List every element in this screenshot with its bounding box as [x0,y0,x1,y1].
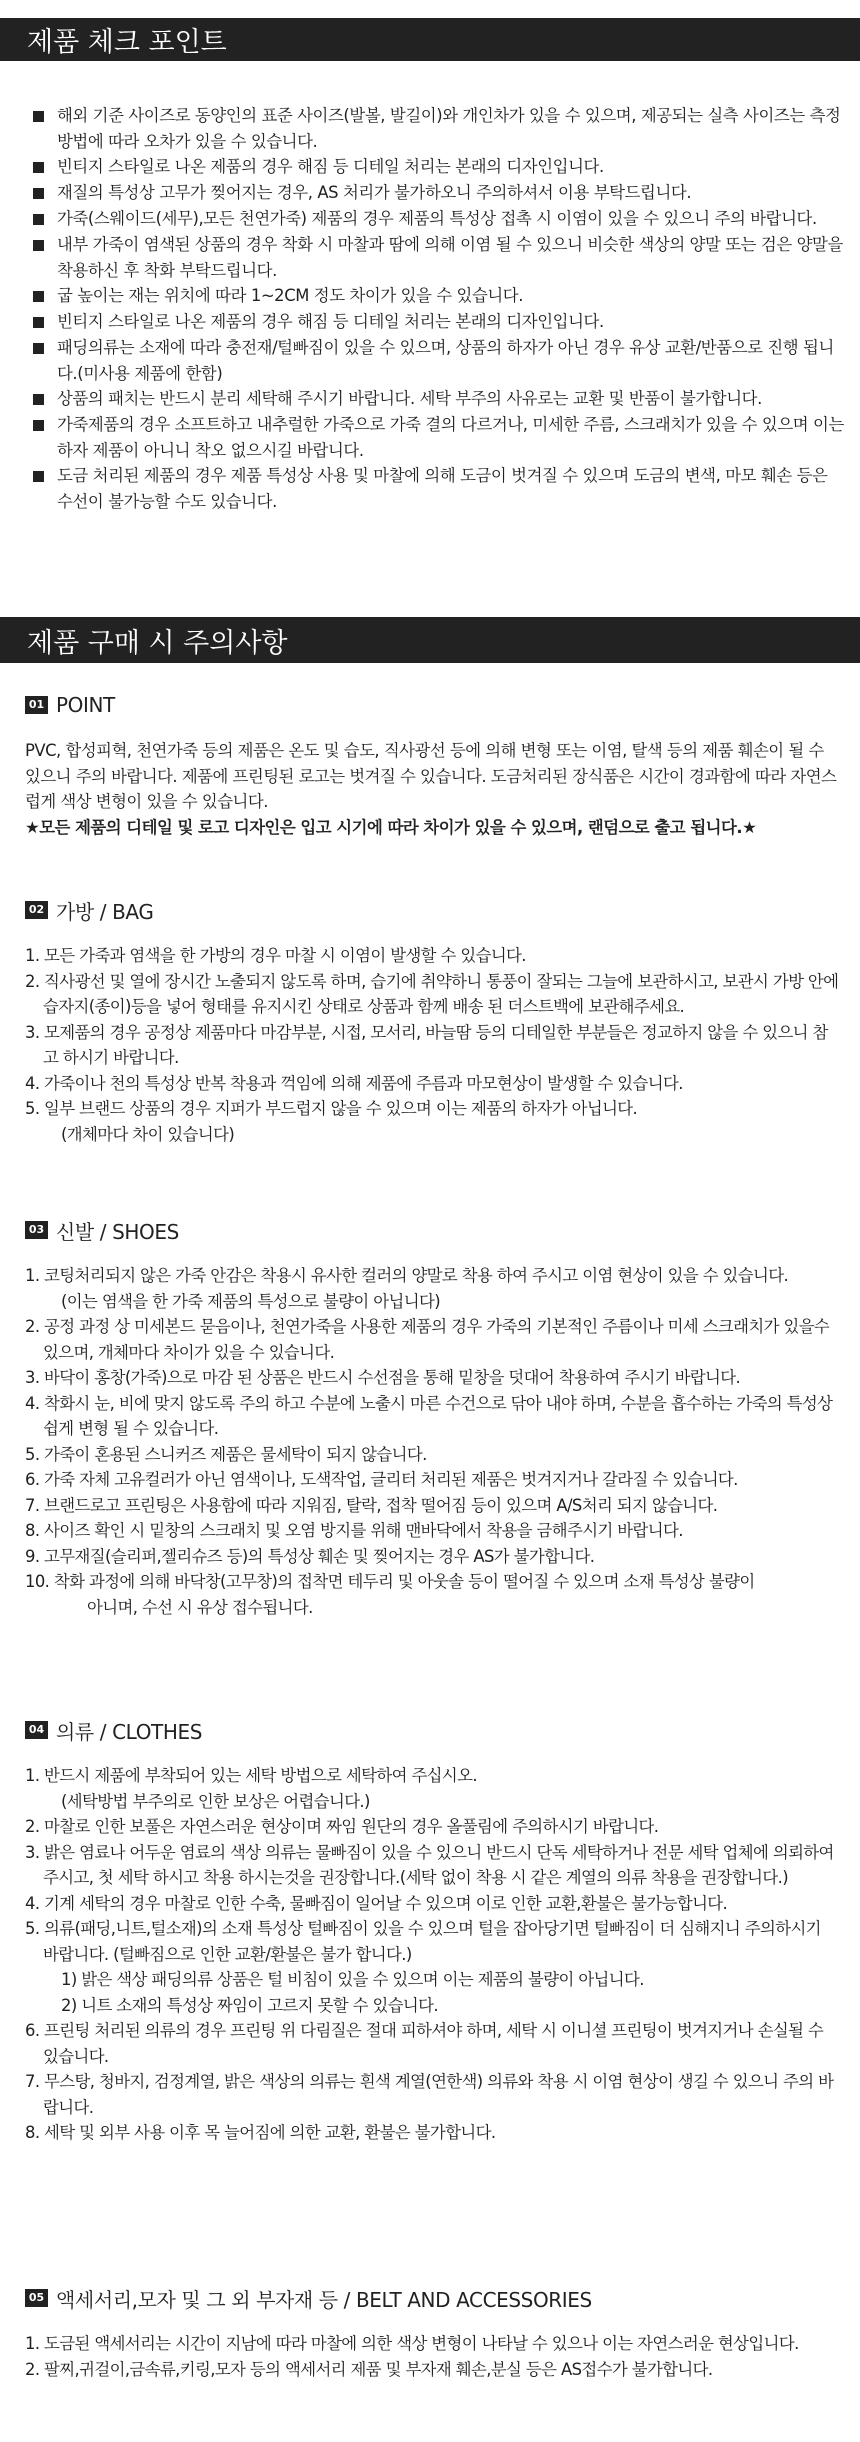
point-paragraph: PVC, 합성피혁, 천연가죽 등의 제품은 온도 및 습도, 직사광선 등에 의해 변형 또는 이염, 탈색 등의 제품 훼손이 될 수 있으니 주의 바랍니다. 제품에 프린팅된 로고는 벗겨질 수 있습니다. 도금처리된 장식품은 시간이 경과함에 따라 자연스럽게 색상 변형이 있을 수 있습니다. [25,741,837,811]
section-accessories [25,2283,840,2382]
list-item: 3. 밝은 염료나 어두운 염료의 색상 의류는 물빠짐이 있을 수 있으니 반드시 단독 세탁하거나 전문 세탁 업체에 의뢰하여 주시고, 첫 세탁 하시고 착용 하시는것을 권장합니다.(세탁 없이 착용 시 같은 계열의 의류 착용을 권장합니다.) [25,1842,834,1887]
square-bullet-icon [33,317,44,328]
purchase-notes-title: 제품 구매 시 주의사항 [27,627,288,659]
list-item [25,1993,840,2019]
check-item: 패딩의류는 소재에 따라 충전재/털빠짐이 있을 수 있으며, 상품의 하자가 아닌 경우 유상 교환/반품으로 진행 됩니다.(미사용 제품에 한함) [25,335,845,386]
list-item-note: 아니며, 수선 시 유상 접수됩니다. [87,1597,313,1617]
square-bullet-icon [33,394,44,405]
section-heading: 가방 / BAG [56,899,154,924]
section-heading: 액세서리,모자 및 그 외 부자재 등 / BELT AND ACCESSORIES [56,2287,592,2312]
list-item: 5. 가죽이 혼용된 스니커즈 제품은 물세탁이 되지 않습니다. [25,1444,427,1464]
list-item: 10. 착화 과정에 의해 바닥창(고무창)의 접착면 테두리 및 아웃솔 등이 떨어질 수 있으며 소재 특성상 불량이 아니며, 수선 시 유상 접수됩니다. [25,1569,840,1620]
square-bullet-icon [33,291,44,302]
list-item: 1. 코팅처리되지 않은 가죽 안감은 착용시 유사한 컬러의 양말로 착용 하여 주시고 이염 현상이 있을 수 있습니다. (이는 염색을 한 가죽 제품의 특성으로 불량이 아닙니다) [25,1263,840,1314]
list-item: 1. 모든 가죽과 염색을 한 가방의 경우 마찰 시 이염이 발생할 수 있습니다. [25,946,526,965]
square-bullet-icon [33,420,44,431]
check-item: 해외 기준 사이즈로 동양인의 표준 사이즈(발볼, 발길이)와 개인차가 있을 수 있으며, 제공되는 실측 사이즈는 측정 방법에 따라 오차가 있을 수 있습니다. [25,103,845,154]
section-heading: 신발 / SHOES [56,1219,179,1244]
section-clothes [25,1715,840,2146]
section-shoes [25,1215,840,1620]
list-item-note: (개체마다 차이 있습니다) [61,1124,235,1144]
list-item: 2. 공정 과정 상 미세본드 묻음이나, 천연가죽을 사용한 제품의 경우 가죽의 기본적인 주름이나 미세 스크래치가 있을수 있으며, 개체마다 차이가 있을 수 있습니다. [25,1317,830,1362]
list-item: 2. 마찰로 인한 보풀은 자연스러운 현상이며 짜임 원단의 경우 올풀림에 주의하시기 바랍니다. [25,1817,659,1836]
square-bullet-icon [33,471,44,482]
list-item: 9. 고무재질(슬리퍼,젤리슈즈 등)의 특성상 훼손 및 찢어지는 경우 AS가 불가합니다. [25,1546,595,1566]
list-item: 5. 일부 브랜드 상품의 경우 지퍼가 부드럽지 않을 수 있으며 이는 제품의 하자가 아닙니다. (개체마다 차이 있습니다) [25,1096,840,1147]
section-number-badge: 03 [25,1221,48,1239]
square-bullet-icon [33,343,44,354]
check-points-list [25,103,845,514]
square-bullet-icon [33,111,44,122]
section-heading: POINT [56,693,115,717]
check-item: 가죽제품의 경우 소프트하고 내추럴한 가죽으로 가죽 결의 다르거나, 미세한 주름, 스크래치가 있을 수 있으며 이는 하자 제품이 아니니 착오 없으시길 바랍니다. [25,412,845,463]
list-item-note: (이는 염색을 한 가죽 제품의 특성으로 불량이 아닙니다) [61,1291,440,1311]
list-item: 4. 가죽이나 천의 특성상 반복 착용과 꺽임에 의해 제품에 주름과 마모현상이 발생할 수 있습니다. [25,1073,683,1093]
list-item: 5. 의류(패딩,니트,털소재)의 소재 특성상 털빠짐이 있을 수 있으며 털을 잡아당기면 털빠짐이 더 심해지니 주의하시기 바랍니다. (털빠짐으로 인한 교환/환불은 불가 합니다.) 1) 밝은 색상 패딩의류 상품은 털 비침이 있을 수 있으며 이는 제품의 불량이 아닙니다. [25,1916,840,1993]
check-item: 상품의 패치는 반드시 분리 세탁해 주시기 바랍니다. 세탁 부주의 사유로는 교환 및 반품이 불가합니다. [25,386,845,412]
list-item: 6. 가죽 자체 고유컬러가 아닌 염색이나, 도색작업, 글리터 처리된 제품은 벗겨지거나 갈라질 수 있습니다. [25,1470,738,1489]
section-number-badge: 04 [25,1721,48,1739]
list-item: 8. 사이즈 확인 시 밑창의 스크래치 및 오염 방지를 위해 맨바닥에서 착용을 금해주시기 바랍니다. [25,1521,683,1540]
list-item-note: 1) 밝은 색상 패딩의류 상품은 털 비침이 있을 수 있으며 이는 제품의 불량이 아닙니다. [61,1970,644,1989]
section-title [25,1715,840,1745]
section-title [25,2283,840,2313]
square-bullet-icon [33,214,44,225]
section-bag [25,895,840,1147]
section-point [25,690,840,840]
square-bullet-icon [33,188,44,199]
section-title [25,895,840,925]
check-points-header [0,18,860,61]
square-bullet-icon [33,162,44,173]
check-item: 가죽(스웨이드(세무),모든 천연가죽) 제품의 경우 제품의 특성상 접촉 시 이염이 있을 수 있으니 주의 바랍니다. [25,206,845,232]
section-number-badge: 02 [25,901,48,919]
check-item: 굽 높이는 재는 위치에 따라 1~2CM 정도 차이가 있을 수 있습니다. [25,283,845,309]
list-item: 1. 도금된 액세서리는 시간이 지남에 따라 마찰에 의한 색상 변형이 나타날 수 있으나 이는 자연스러운 현상입니다. [25,2334,799,2353]
purchase-notes-header [0,617,860,663]
list-item: 4. 착화시 눈, 비에 맞지 않도록 주의 하고 수분에 노출시 마른 수건으로 닦아 내야 하며, 수분을 흡수하는 가죽의 특성상 쉽게 변형 될 수 있습니다. [25,1393,833,1438]
section-heading: 의류 / CLOTHES [56,1719,203,1744]
list-item-note: 2) 니트 소재의 특성상 짜임이 고르지 못할 수 있습니다. [61,1995,439,2015]
section-number-badge: 05 [25,2289,48,2307]
list-item: 7. 브랜드로고 프린팅은 사용함에 따라 지워짐, 탈락, 접착 떨어짐 등이 있으며 A/S처리 되지 않습니다. [25,1495,718,1515]
section-title [25,1215,840,1245]
list-item: 7. 무스탕, 청바지, 검정계열, 밝은 색상의 의류는 흰색 계열(연한색) 의류와 착용 시 이염 현상이 생길 수 있으니 주의 바랍니다. [25,2072,834,2117]
check-item: 내부 가죽이 염색된 상품의 경우 착화 시 마찰과 땀에 의해 이염 될 수 있으니 비슷한 색상의 양말 또는 검은 양말을 착용하신 후 착화 부탁드립니다. [25,232,845,283]
point-notice: ★모든 제품의 디테일 및 로고 디자인은 입고 시기에 따라 차이가 있을 수 있으며, 랜덤으로 출고 됩니다.★ [25,817,757,837]
list-item: 1. 반드시 제품에 부착되어 있는 세탁 방법으로 세탁하여 주십시오. (세탁방법 부주의로 인한 보상은 어렵습니다.) [25,1763,840,1814]
list-item: 6. 프린팅 처리된 의류의 경우 프린팅 위 다림질은 절대 피하셔야 하며, 세탁 시 이니셜 프린팅이 벗겨지거나 손실될 수 있습니다. [25,2021,824,2066]
list-item-note: (세탁방법 부주의로 인한 보상은 어렵습니다.) [61,1791,370,1811]
check-points-title: 제품 체크 포인트 [27,27,227,58]
list-item: 2. 팔찌,귀걸이,금속류,키링,모자 등의 액세서리 제품 및 부자재 훼손,분실 등은 AS접수가 불가합니다. [25,2359,713,2379]
check-item: 빈티지 스타일로 나온 제품의 경우 해짐 등 디테일 처리는 본래의 디자인입니다. [25,309,845,335]
check-item: 도금 처리된 제품의 경우 제품 특성상 사용 및 마찰에 의해 도금이 벗겨질 수 있으며 도금의 변색, 마모 훼손 등은 수선이 불가능할 수도 있습니다. [25,463,845,514]
check-item: 재질의 특성상 고무가 찢어지는 경우, AS 처리가 불가하오니 주의하셔서 이용 부탁드립니다. [25,180,845,206]
check-item: 빈티지 스타일로 나온 제품의 경우 해짐 등 디테일 처리는 본래의 디자인입니다. [25,154,845,180]
list-item: 3. 바닥이 홍창(가죽)으로 마감 된 상품은 반드시 수선점을 통해 밑창을 덧대어 착용하여 주시기 바랍니다. [25,1368,741,1387]
section-title [25,690,840,720]
section-number-badge: 01 [25,696,48,714]
list-item: 3. 모제품의 경우 공정상 제품마다 마감부분, 시접, 모서리, 바늘땀 등의 디테일한 부분들은 정교하지 않을 수 있으니 참고 하시기 바랍니다. [25,1022,828,1067]
list-item: 8. 세탁 및 외부 사용 이후 목 늘어짐에 의한 교환, 환불은 불가합니다. [25,2123,496,2142]
list-item: 4. 기계 세탁의 경우 마찰로 인한 수축, 물빠짐이 일어날 수 있으며 이로 인한 교환,환불은 불가능합니다. [25,1893,728,1913]
list-item: 2. 직사광선 및 열에 장시간 노출되지 않도록 하며, 습기에 취약하니 통풍이 잘되는 그늘에 보관하시고, 보관시 가방 안에 습자지(종이)등을 넣어 형태를 유지시킨 상태로 상품과 함께 배송 된 더스트백에 보관해주세요. [25,971,839,1016]
square-bullet-icon [33,240,44,251]
